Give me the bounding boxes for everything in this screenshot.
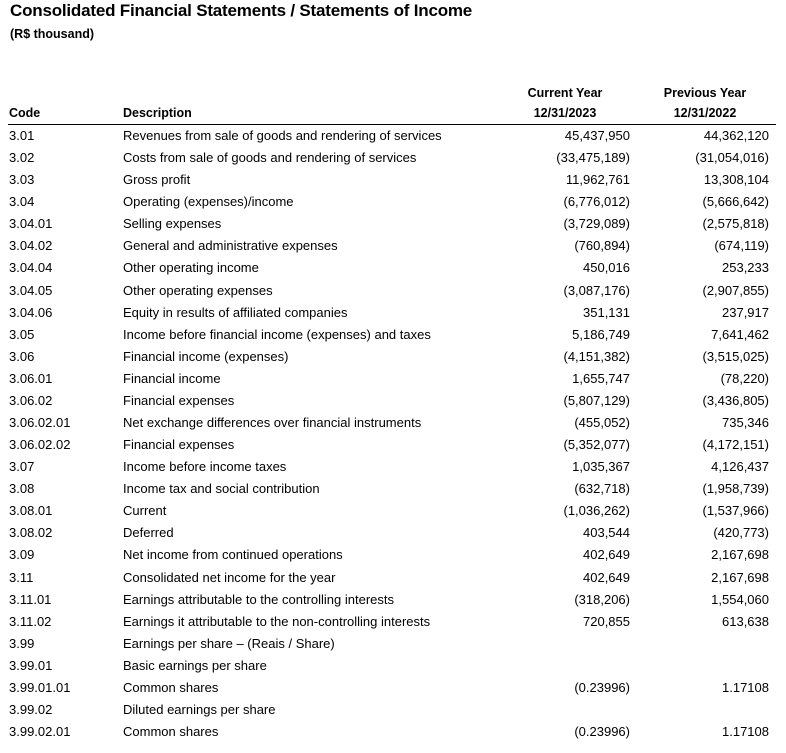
column-header-current-year: Current Year <box>527 86 603 100</box>
row-previous-year-value: 237,917 <box>722 304 769 320</box>
table-row <box>0 235 786 257</box>
row-current-year-value: (4,151,382) <box>563 348 630 364</box>
column-header-previous-year: Previous Year <box>663 86 747 100</box>
row-code: 3.06.02.02 <box>9 437 71 453</box>
row-current-year-value: (3,729,089) <box>563 216 630 232</box>
row-description: Other operating expenses <box>123 282 273 298</box>
row-previous-year-value: 1.17108 <box>722 679 769 695</box>
statement-table-body <box>0 125 786 743</box>
row-previous-year-value: 613,638 <box>722 613 769 629</box>
row-description: Income before financial income (expenses) and taxes <box>123 326 431 342</box>
table-row <box>0 478 786 500</box>
table-row <box>0 500 786 522</box>
statement-title: Consolidated Financial Statements / Statements of Income <box>10 1 473 20</box>
row-previous-year-value: 2,167,698 <box>711 547 769 563</box>
row-previous-year-value: (2,907,855) <box>702 282 769 298</box>
row-previous-year-value: (674,119) <box>714 238 769 254</box>
row-current-year-value: (760,894) <box>574 238 630 254</box>
row-description: Financial income (expenses) <box>123 348 289 364</box>
row-previous-year-value: 7,641,462 <box>711 326 769 342</box>
row-current-year-value: (632,718) <box>574 481 630 497</box>
row-code: 3.04.06 <box>9 304 53 320</box>
table-row <box>0 589 786 611</box>
row-previous-year-value: (2,575,818) <box>702 216 769 232</box>
table-row <box>0 191 786 213</box>
row-previous-year-value: 13,308,104 <box>703 172 769 188</box>
row-current-year-value: (318,206) <box>574 591 630 607</box>
row-description: Earnings attributable to the controlling interests <box>123 591 394 607</box>
row-current-year-value: (0.23996) <box>574 679 630 695</box>
row-description: Operating (expenses)/income <box>123 194 294 210</box>
row-previous-year-value: (3,515,025) <box>702 348 769 364</box>
row-description: Revenues from sale of goods and rendering of services <box>123 128 442 143</box>
row-code: 3.08.01 <box>9 503 53 519</box>
column-header-description: Description <box>123 106 192 120</box>
row-description: Income before income taxes <box>123 459 287 475</box>
row-code: 3.99.02.01 <box>9 724 71 740</box>
row-code: 3.99.01.01 <box>9 679 71 695</box>
row-description: Earnings it attributable to the non-controlling interests <box>123 613 431 629</box>
row-current-year-value: 351,131 <box>583 304 630 320</box>
table-row <box>0 721 786 743</box>
table-row <box>0 368 786 390</box>
row-description: Financial expenses <box>123 437 235 453</box>
row-code: 3.02 <box>9 150 35 166</box>
row-code: 3.04.02 <box>9 238 53 254</box>
row-code: 3.04.04 <box>9 260 53 276</box>
row-current-year-value: 450,016 <box>583 260 630 276</box>
table-row <box>0 412 786 434</box>
row-current-year-value: (5,807,129) <box>563 392 630 408</box>
row-code: 3.05 <box>9 326 35 342</box>
row-current-year-value: 11,962,761 <box>565 172 630 188</box>
row-current-year-value: 403,544 <box>583 525 630 541</box>
row-code: 3.01 <box>9 128 35 143</box>
row-code: 3.06.02.01 <box>9 415 71 431</box>
row-current-year-value: 45,437,950 <box>564 128 630 143</box>
table-row <box>0 544 786 566</box>
row-current-year-value: 5,186,749 <box>572 326 630 342</box>
row-description: Consolidated net income for the year <box>123 569 336 585</box>
row-code: 3.11 <box>9 569 34 585</box>
row-code: 3.11.01 <box>9 591 52 607</box>
row-code: 3.03 <box>9 172 35 188</box>
currency-unit-subtitle: (R$ thousand) <box>10 27 95 41</box>
row-current-year-value: (3,087,176) <box>563 282 630 298</box>
row-code: 3.04 <box>9 194 35 210</box>
row-previous-year-value: 735,346 <box>722 415 769 431</box>
table-row <box>0 169 786 191</box>
row-current-year-value: 1,655,747 <box>572 370 630 386</box>
row-description: Equity in results of affiliated companies <box>123 304 348 320</box>
row-code: 3.06.01 <box>9 370 53 386</box>
row-description: Diluted earnings per share <box>123 702 276 718</box>
row-code: 3.04.05 <box>9 282 53 298</box>
row-previous-year-value: (78,220) <box>720 370 769 386</box>
table-row <box>0 434 786 456</box>
row-code: 3.04.01 <box>9 216 53 232</box>
column-header-code: Code <box>9 106 41 120</box>
table-row <box>0 302 786 324</box>
table-row <box>0 213 786 235</box>
row-current-year-value: 402,649 <box>583 547 630 563</box>
row-previous-year-value: 253,233 <box>722 260 769 276</box>
row-previous-year-value: 2,167,698 <box>711 569 769 585</box>
table-row <box>0 390 786 412</box>
table-row <box>0 456 786 478</box>
table-row <box>0 324 786 346</box>
row-description: Income tax and social contribution <box>123 481 320 497</box>
table-row <box>0 677 786 699</box>
row-previous-year-value: 4,126,437 <box>711 459 769 475</box>
row-description: Other operating income <box>123 260 259 276</box>
row-current-year-value: (6,776,012) <box>563 194 630 210</box>
row-previous-year-value: (4,172,151) <box>702 437 769 453</box>
column-header-previous-date: 12/31/2022 <box>673 106 737 120</box>
row-code: 3.08.02 <box>9 525 53 541</box>
row-current-year-value: 720,855 <box>583 613 630 629</box>
row-previous-year-value: 44,362,120 <box>703 128 769 143</box>
row-current-year-value: (0.23996) <box>574 724 630 740</box>
row-description: Deferred <box>123 525 174 541</box>
row-current-year-value: (33,475,189) <box>556 150 630 166</box>
row-description: Net income from continued operations <box>123 547 343 563</box>
row-description: Common shares <box>123 724 219 740</box>
row-description: Financial income <box>123 370 221 386</box>
row-previous-year-value: (31,054,016) <box>695 150 769 166</box>
row-current-year-value: (1,036,262) <box>563 503 630 519</box>
table-row <box>0 125 786 147</box>
row-code: 3.11.02 <box>9 613 52 629</box>
row-current-year-value: (5,352,077) <box>563 437 630 453</box>
table-row <box>0 633 786 655</box>
row-code: 3.99 <box>9 635 35 651</box>
row-description: Financial expenses <box>123 392 235 408</box>
row-code: 3.08 <box>9 481 35 497</box>
row-description: General and administrative expenses <box>123 238 338 254</box>
row-current-year-value: 1,035,367 <box>572 459 630 475</box>
row-description: Selling expenses <box>123 216 222 232</box>
row-previous-year-value: (420,773) <box>713 525 769 541</box>
table-row <box>0 257 786 279</box>
row-description: Earnings per share – (Reais / Share) <box>123 635 335 651</box>
row-previous-year-value: (1,537,966) <box>702 503 769 519</box>
row-previous-year-value: (3,436,805) <box>702 392 769 408</box>
table-row <box>0 567 786 589</box>
table-row <box>0 611 786 633</box>
row-description: Common shares <box>123 679 219 695</box>
column-header-current-date: 12/31/2023 <box>533 106 597 120</box>
row-description: Current <box>123 503 167 519</box>
row-description: Gross profit <box>123 172 191 188</box>
table-row <box>0 655 786 677</box>
row-code: 3.99.01 <box>9 657 53 673</box>
row-previous-year-value: 1.17108 <box>722 724 769 740</box>
row-current-year-value: 402,649 <box>583 569 630 585</box>
row-previous-year-value: (5,666,642) <box>702 194 769 210</box>
row-description: Basic earnings per share <box>123 657 267 673</box>
table-row <box>0 699 786 721</box>
row-code: 3.99.02 <box>9 702 53 718</box>
row-previous-year-value: (1,958,739) <box>702 481 769 497</box>
row-code: 3.06 <box>9 348 35 364</box>
row-previous-year-value: 1,554,060 <box>711 591 769 607</box>
row-code: 3.07 <box>9 459 35 475</box>
table-row <box>0 147 786 169</box>
table-row <box>0 346 786 368</box>
row-code: 3.06.02 <box>9 392 53 408</box>
table-row <box>0 280 786 302</box>
row-description: Costs from sale of goods and rendering of services <box>123 150 417 166</box>
table-row <box>0 522 786 544</box>
row-current-year-value: (455,052) <box>574 415 630 431</box>
row-description: Net exchange differences over financial instruments <box>123 415 422 431</box>
row-code: 3.09 <box>9 547 35 563</box>
